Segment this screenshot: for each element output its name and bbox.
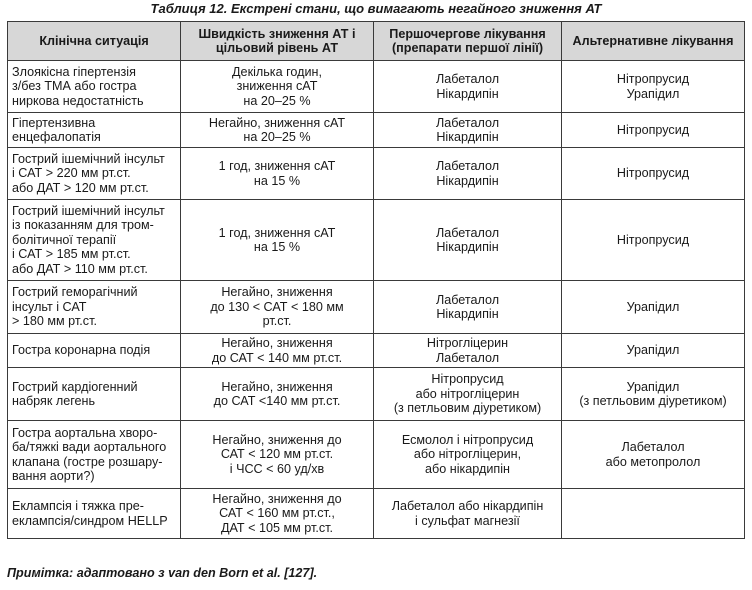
- header-first-line-treatment: Першочергове лікування (препарати першої лінії): [374, 22, 562, 61]
- cell-clinical-situation: Гіпертензивна енцефалопатія: [8, 113, 181, 148]
- cell-clinical-situation: Гострий ішемічний інсульт із показанням для тром- болітичної терапії і САТ > 185 мм рт.ст. або ДАТ > 110 мм рт.ст.: [8, 200, 181, 281]
- cell-first-line: Лабеталол Нікардипін: [374, 113, 562, 148]
- cell-clinical-situation: Еклампсія і тяжка пре- еклампсія/синдром HELLP: [8, 489, 181, 539]
- cell-first-line: Есмолол і нітропрусид або нітрогліцерин, або нікардипін: [374, 421, 562, 489]
- table-row: [8, 113, 745, 148]
- cell-reduction-rate: Негайно, зниження сАТ на 20–25 %: [181, 113, 374, 148]
- cell-first-line: Лабеталол Нікардипін: [374, 281, 562, 334]
- cell-clinical-situation: Злоякісна гіпертензія з/без ТМА або гостра ниркова недостатність: [8, 61, 181, 113]
- header-reduction-rate: Швидкість зниження АТ і цільовий рівень АТ: [181, 22, 374, 61]
- cell-first-line: Нітрогліцерин Лабеталол: [374, 334, 562, 368]
- cell-reduction-rate: 1 год, зниження сАТ на 15 %: [181, 148, 374, 200]
- cell-clinical-situation: Гострий геморагічний інсульт і САТ > 180 мм рт.ст.: [8, 281, 181, 334]
- cell-reduction-rate: Негайно, зниження до САТ < 120 мм рт.ст. і ЧСС < 60 уд/хв: [181, 421, 374, 489]
- cell-reduction-rate: Негайно, зниження до 130 < САТ < 180 мм рт.ст.: [181, 281, 374, 334]
- cell-clinical-situation: Гостра коронарна подія: [8, 334, 181, 368]
- emergency-conditions-table: [7, 21, 745, 539]
- table-row: [8, 200, 745, 281]
- cell-alternative: Урапідил: [562, 281, 745, 334]
- cell-alternative: Нітропрусид: [562, 113, 745, 148]
- table-header: [8, 22, 745, 61]
- table-footnote: Примітка: адаптовано з van den Born et al. [127].: [7, 566, 318, 580]
- table-caption: Таблиця 12. Екстрені стани, що вимагають негайного зниження АТ: [150, 1, 602, 16]
- cell-reduction-rate: Негайно, зниження до САТ < 160 мм рт.ст., ДАТ < 105 мм рт.ст.: [181, 489, 374, 539]
- cell-clinical-situation: Гострий ішемічний інсульт і САТ > 220 мм рт.ст. або ДАТ > 120 мм рт.ст.: [8, 148, 181, 200]
- cell-clinical-situation: Гостра аортальна хворо- ба/тяжкі вади аортального клапана (гостре розшару- вання аорти?): [8, 421, 181, 489]
- header-alternative-treatment: Альтернативне лікування: [562, 22, 745, 61]
- cell-first-line: Лабеталол Нікардипін: [374, 148, 562, 200]
- cell-alternative: Нітропрусид: [562, 148, 745, 200]
- table-row: [8, 148, 745, 200]
- cell-reduction-rate: Декілька годин, зниження сАТ на 20–25 %: [181, 61, 374, 113]
- cell-reduction-rate: 1 год, зниження сАТ на 15 %: [181, 200, 374, 281]
- cell-first-line: Лабеталол або нікардипін і сульфат магнезії: [374, 489, 562, 539]
- cell-reduction-rate: Негайно, зниження до САТ <140 мм рт.ст.: [181, 368, 374, 421]
- table-row: [8, 368, 745, 421]
- cell-alternative: Нітропрусид Урапідил: [562, 61, 745, 113]
- cell-reduction-rate: Негайно, зниження до САТ < 140 мм рт.ст.: [181, 334, 374, 368]
- cell-alternative: Нітропрусид: [562, 200, 745, 281]
- cell-first-line: Лабеталол Нікардипін: [374, 200, 562, 281]
- cell-clinical-situation: Гострий кардіогенний набряк легень: [8, 368, 181, 421]
- cell-alternative: [562, 489, 745, 539]
- cell-first-line: Лабеталол Нікардипін: [374, 61, 562, 113]
- table-row: [8, 421, 745, 489]
- cell-first-line: Нітропрусид або нітрогліцерин (з петльовим діуретиком): [374, 368, 562, 421]
- table-body: [8, 61, 745, 539]
- header-row: [8, 22, 745, 61]
- table-row: [8, 334, 745, 368]
- table-row: [8, 489, 745, 539]
- header-clinical-situation: Клінічна ситуація: [8, 22, 181, 61]
- table-row: [8, 61, 745, 113]
- table-row: [8, 281, 745, 334]
- cell-alternative: Лабеталол або метопролол: [562, 421, 745, 489]
- cell-alternative: Урапідил (з петльовим діуретиком): [562, 368, 745, 421]
- cell-alternative: Урапідил: [562, 334, 745, 368]
